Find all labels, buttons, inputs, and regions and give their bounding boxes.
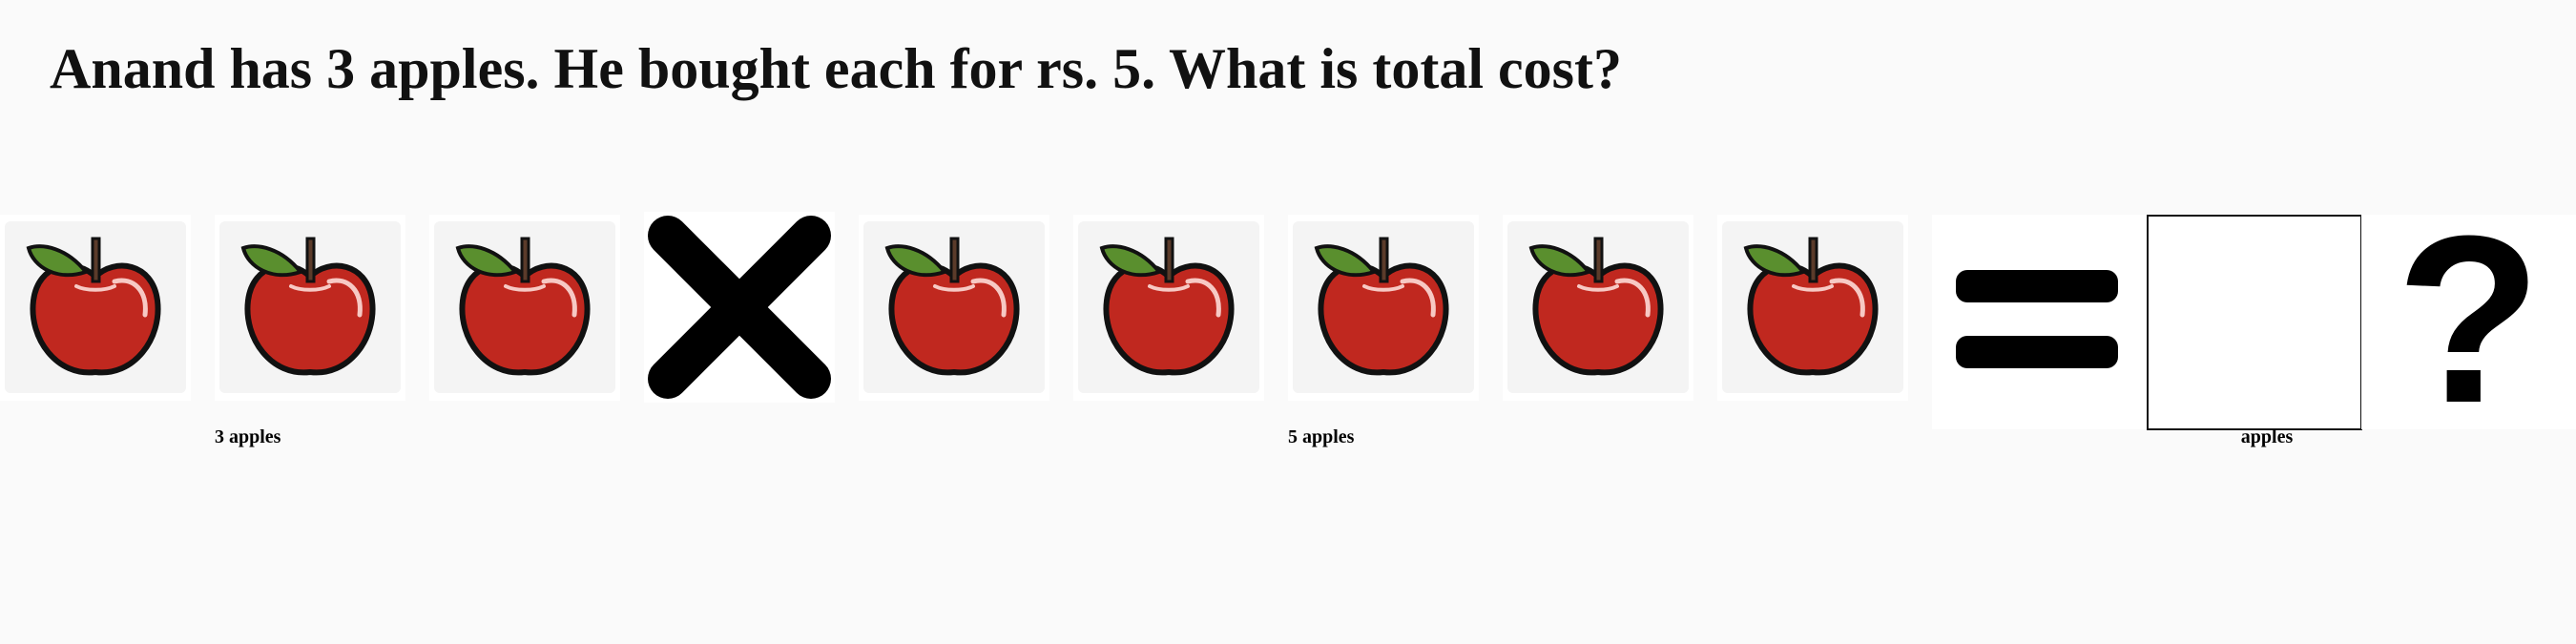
apple-icon [878,234,1030,386]
apple-icon [1522,234,1674,386]
apple-tile [1503,215,1693,401]
apple-tile [0,215,191,401]
apple-icon [1307,234,1460,386]
apple-tile [859,215,1049,401]
answer-input-box[interactable] [2147,215,2362,430]
right-group-label: 5 apples [1288,426,1355,447]
equals-operator [1932,215,2147,429]
multiply-icon [644,212,835,403]
equals-icon [1932,215,2147,429]
apple-icon [19,234,172,386]
left-group-label: 3 apples [215,426,281,447]
apple-tile [1073,215,1264,401]
apple-tile [429,215,620,401]
apple-tile [1288,215,1479,401]
apple-tile [1717,215,1908,401]
question-text: Anand has 3 apples. He bought each for rs. 5. What is total cost? [50,37,1622,100]
apple-icon [1092,234,1245,386]
answer-label: apples [2240,426,2294,447]
apple-icon [1736,234,1889,386]
apple-icon [234,234,386,386]
apple-tile [215,215,405,401]
unknown-marker [2361,186,2576,452]
apple-icon [448,234,601,386]
question-mark-icon: ? [2396,186,2542,452]
multiply-operator [644,212,835,403]
